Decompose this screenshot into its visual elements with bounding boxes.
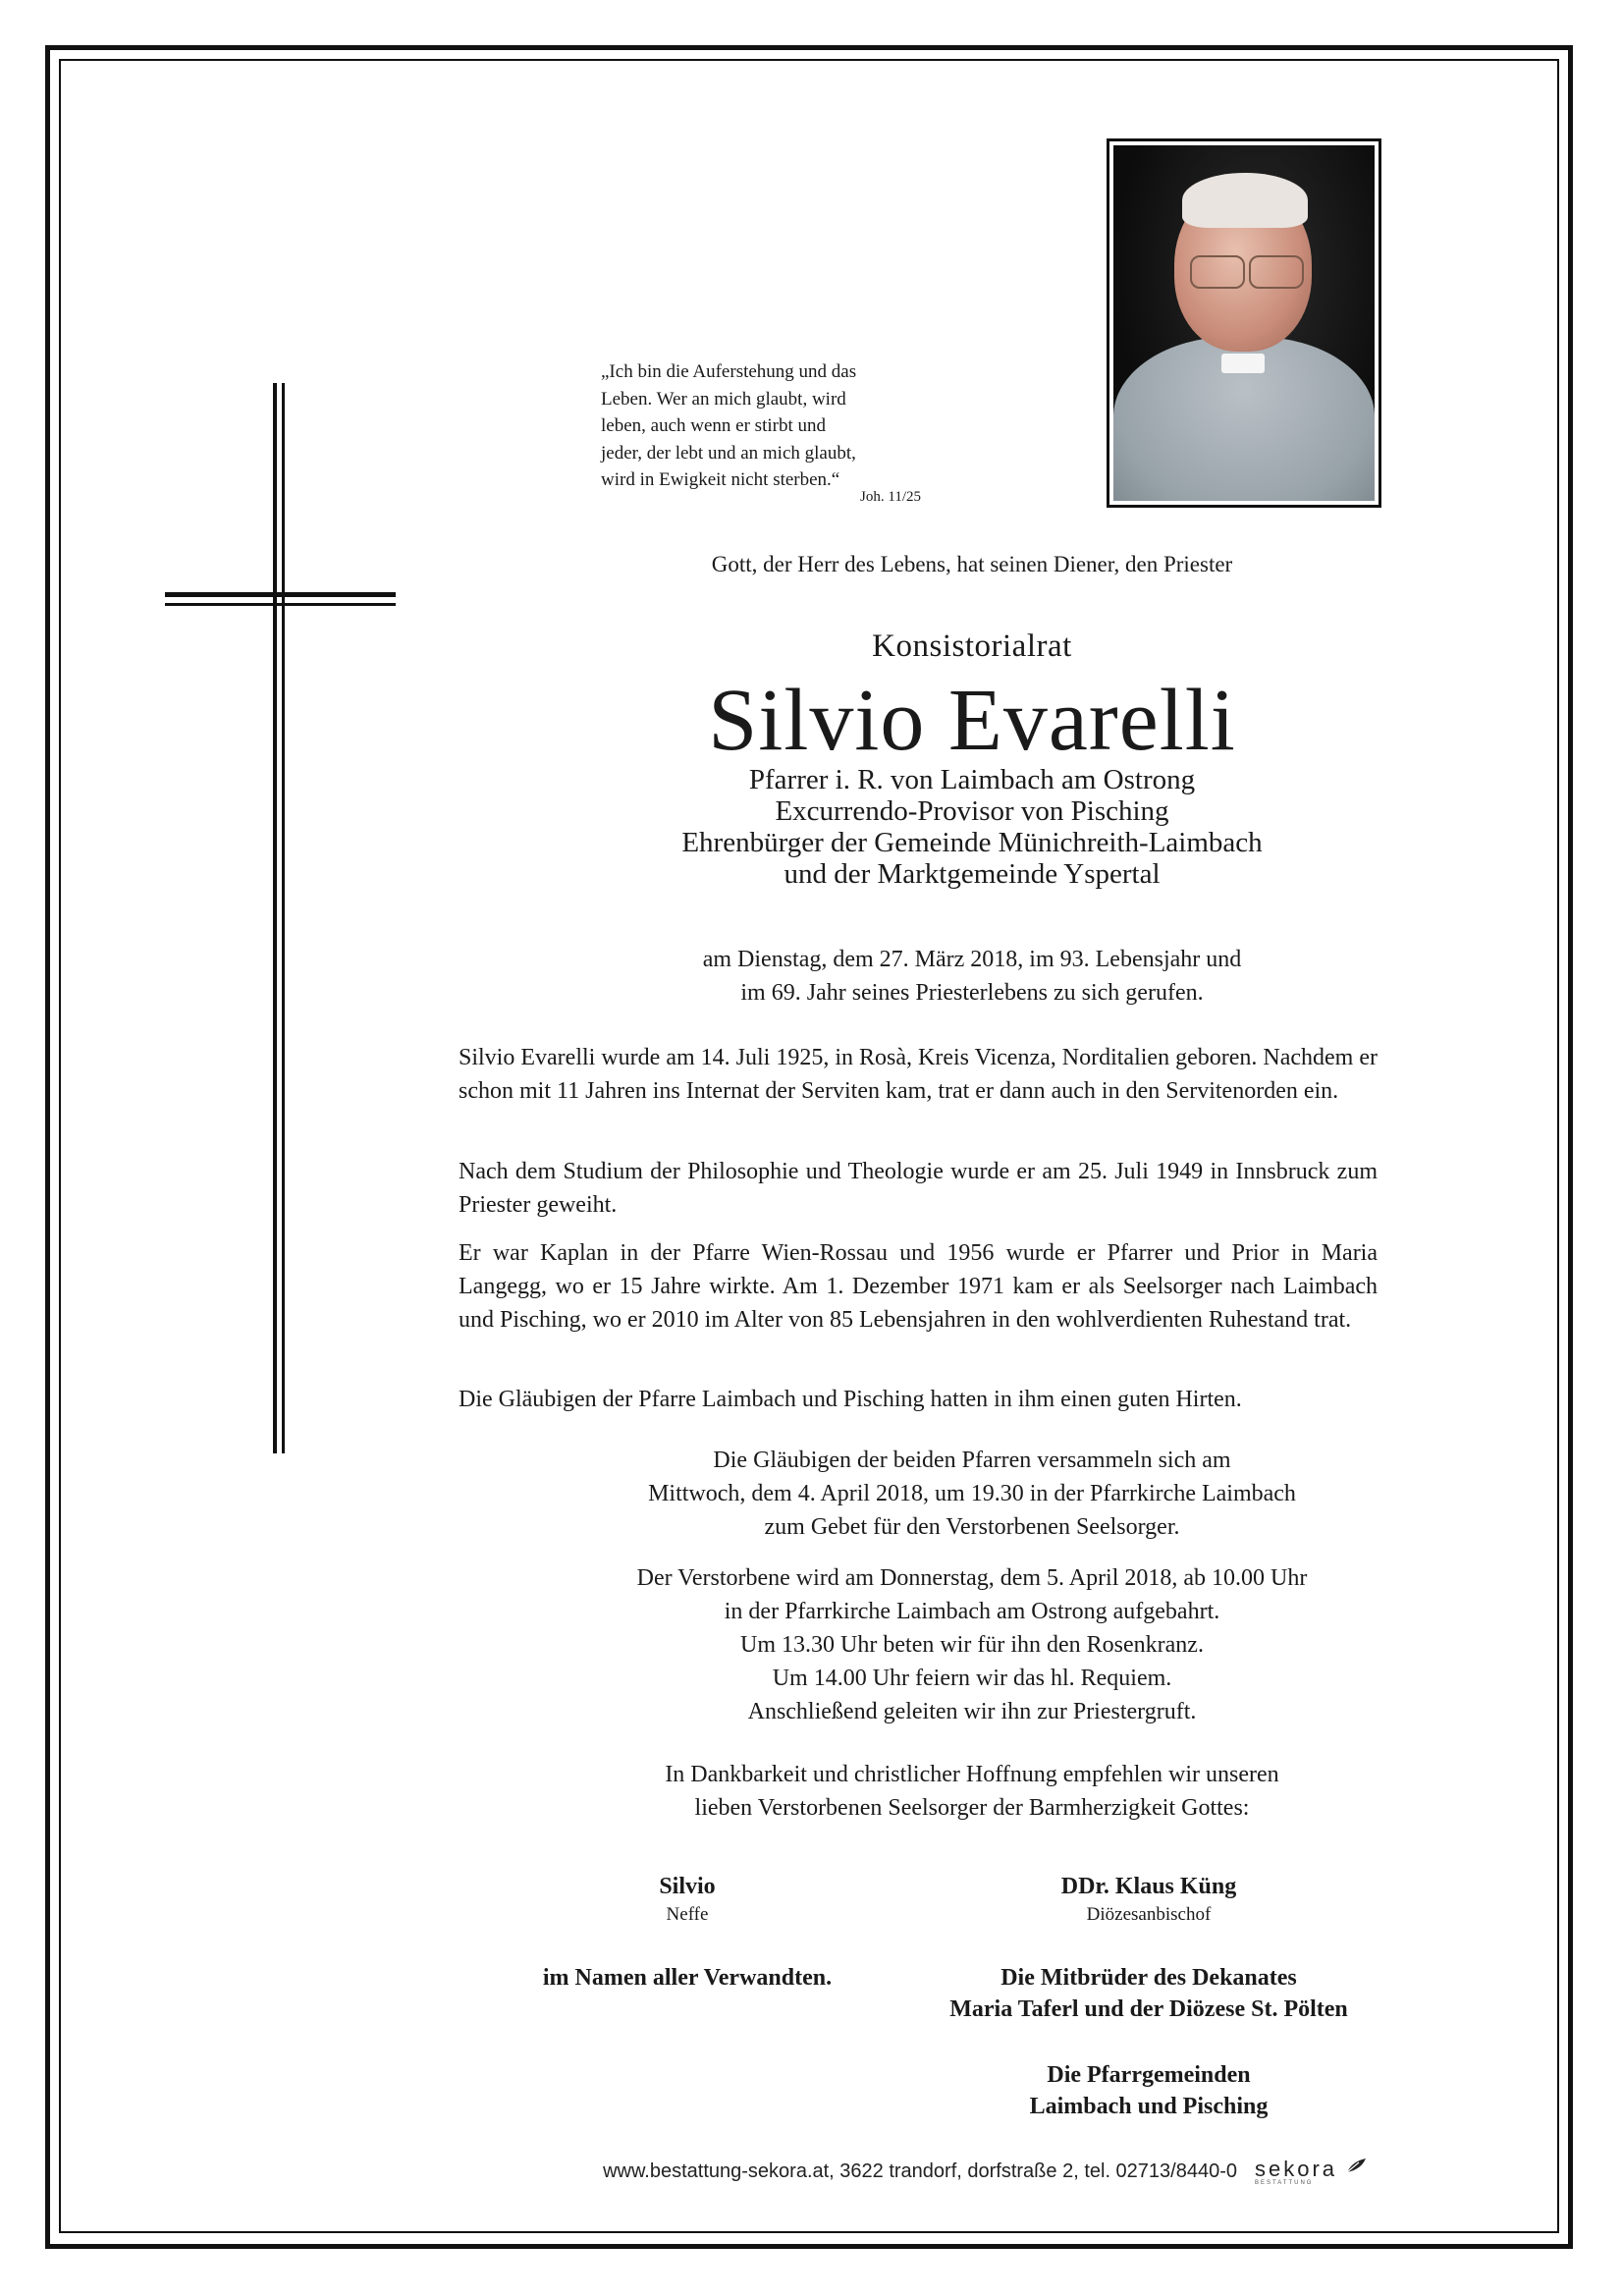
schedule-line: Um 13.30 Uhr beten wir für ihn den Rosenkranz.: [740, 1632, 1204, 1658]
schedule-line: Anschließend geleiten wir ihn zur Priestergruft.: [747, 1699, 1197, 1724]
thanks-line: In Dankbarkeit und christlicher Hoffnung empfehlen wir unseren: [665, 1762, 1279, 1787]
funeral-schedule: [432, 1561, 1512, 1728]
schedule-line: in der Pfarrkirche Laimbach am Ostrong aufgebahrt.: [724, 1599, 1220, 1624]
signature-deanery: Die Mitbrüder des Dekanates Maria Taferl und der Diözese St. Pölten: [949, 1965, 1348, 2022]
quote-line: „Ich bin die Auferstehung und das: [601, 361, 857, 382]
prayer-gathering: [432, 1444, 1512, 1544]
signature-bishop: DDr. Klaus Küng Diözesanbischof: [1060, 1874, 1237, 1925]
biography-paragraph: Die Gläubigen der Pfarre Laimbach und Pisching hatten in ihm einen guten Hirten.: [459, 1387, 1242, 1412]
portrait-photo: [1107, 138, 1381, 508]
biography-paragraph: Silvio Evarelli wurde am 14. Juli 1925, in Rosà, Kreis Vicenza, Norditalien geboren. Nachdem er schon mit 11 Jahren ins Internat der Serviten kam, trat er dann auch in den Servitenorden ein.: [459, 1045, 1378, 1104]
quote-line: Leben. Wer an mich glaubt, wird: [601, 388, 846, 410]
quote-line: wird in Ewigkeit nicht sterben.“: [601, 469, 840, 490]
schedule-line: Um 14.00 Uhr feiern wir das hl. Requiem.: [772, 1666, 1172, 1691]
quote-reference: Joh. 11/25: [860, 489, 921, 505]
biography-paragraph: Nach dem Studium der Philosophie und Theologie wurde er am 25. Juli 1949 in Innsbruck zum Priester geweiht.: [459, 1159, 1378, 1218]
title-line: Ehrenbürger der Gemeinde Münichreith-Laimbach: [681, 827, 1263, 858]
title-line: Pfarrer i. R. von Laimbach am Ostrong: [748, 764, 1196, 795]
title-line: und der Marktgemeinde Yspertal: [784, 858, 1161, 890]
thanks-line: lieben Verstorbenen Seelsorger der Barmherzigkeit Gottes:: [694, 1795, 1250, 1821]
called-line: am Dienstag, dem 27. März 2018, im 93. Lebensjahr und: [702, 947, 1242, 972]
honorary-titles: [432, 764, 1512, 890]
closing-words: [432, 1758, 1512, 1825]
gathering-line: Mittwoch, dem 4. April 2018, um 19.30 in der Pfarrkirche Laimbach: [648, 1481, 1296, 1506]
quote-line: leben, auch wenn er stirbt und: [601, 415, 826, 436]
signature-relatives: im Namen aller Verwandten.: [542, 1965, 833, 1991]
signature-nephew: Silvio Neffe: [659, 1874, 716, 1925]
called-line: im 69. Jahr seines Priesterlebens zu sich gerufen.: [740, 980, 1204, 1006]
title-line: Excurrendo-Provisor von Pisching: [775, 795, 1169, 827]
sekora-logo: sekora BESTATTUNG: [1255, 2157, 1373, 2186]
funeral-home-address: www.bestattung-sekora.at, 3622 trandorf, dorfstraße 2, tel. 02713/8440-0: [603, 2160, 1237, 2182]
biography-paragraph: Er war Kaplan in der Pfarre Wien-Rossau und 1956 wurde er Pfarrer und Prior in Maria Langegg, wo er 15 Jahre wirkte. Am 1. Dezember 1971 kam er als Seelsorger nach Laimbach und Pisching, wo er 2010 im Alter von 85 Lebensjahren in den wohlverdienten Ruhestand trat.: [459, 1240, 1378, 1333]
gathering-line: zum Gebet für den Verstorbenen Seelsorger.: [764, 1514, 1180, 1540]
signature-parishes: Die Pfarrgemeinden Laimbach und Pisching: [1029, 2062, 1269, 2119]
leaf-icon: [1345, 2157, 1367, 2174]
rank-title: Konsistorialrat: [872, 629, 1072, 664]
schedule-line: Der Verstorbene wird am Donnerstag, dem 5. April 2018, ab 10.00 Uhr: [636, 1565, 1308, 1591]
intro-text: Gott, der Herr des Lebens, hat seinen Diener, den Priester: [711, 552, 1233, 576]
bible-quote: [601, 358, 925, 494]
date-of-death: [432, 943, 1512, 1010]
gathering-line: Die Gläubigen der beiden Pfarren versammeln sich am: [713, 1448, 1231, 1473]
quote-line: jeder, der lebt und an mich glaubt,: [601, 442, 856, 464]
deceased-name: Silvio Evarelli: [708, 672, 1236, 769]
